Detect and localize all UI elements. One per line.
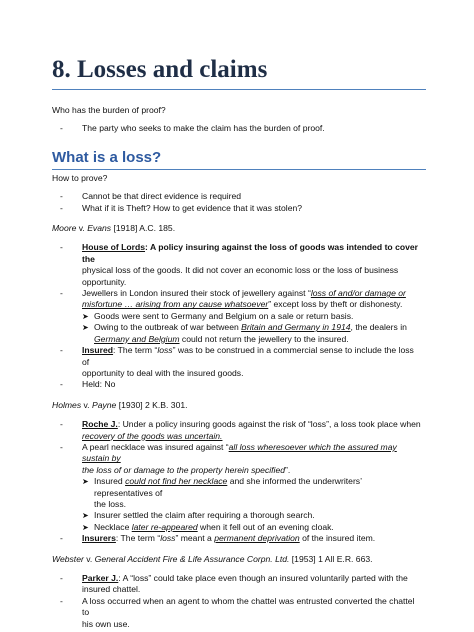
- sub-list-item: ➤ Insured could not find her necklace and she informed the underwriters’ representatives of the loss.: [82, 476, 362, 509]
- list-item: - House of Lords: A policy insuring against the loss of goods was intended to cover the physical loss of the goods. It did not cover an economic loss or the loss of business opportunity.: [60, 242, 418, 287]
- list-item: - Insurers: The term “loss” meant a permanent deprivation of the insured item.: [60, 533, 376, 544]
- list-item: - Cannot be that direct evidence is required: [60, 191, 242, 202]
- how-to-prove: How to prove?: [52, 172, 108, 183]
- case-citation: Webster v. General Accident Fire & Life Assurance Corpn. Ltd. [1953] 1 All E.R. 663.: [52, 553, 373, 564]
- list-item: - A pearl necklace was insured against “all loss wheresoever which the assured may sustain by the loss of or damage to the property herein specified”.: [60, 441, 397, 475]
- list-item: - Roche J.: Under a policy insuring goods against the risk of “loss”, a loss took place when recovery of the goods was uncertain.: [60, 419, 421, 441]
- sub-list-item: ➤ Insurer settled the claim after requiring a thorough search.: [82, 510, 315, 521]
- case-citation: Moore v. Evans [1918] A.C. 185.: [52, 223, 176, 234]
- page-title: 8. Losses and claims: [52, 56, 268, 83]
- burden-question: Who has the burden of proof?: [52, 105, 166, 115]
- title-rule: [52, 89, 426, 90]
- list-item: - A loss occurred when an agent to whom the chattel was entrusted converted the chattel to his own use.: [60, 595, 415, 629]
- sub-list-item: ➤ Necklace later re-appeared when it fell out of an evening cloak.: [82, 521, 334, 532]
- list-item: - Parker J.: A “loss” could take place even though an insured voluntarily parted with the insured chattel.: [60, 573, 408, 595]
- sub-list-item: ➤ Goods were sent to Germany and Belgium on a sale or return basis.: [82, 310, 354, 321]
- list-item: - Insured: The term “loss” was to be construed in a commercial sense to include the loss of opportunity to deal with the insured goods.: [60, 345, 414, 378]
- list-item: - Held: No: [60, 379, 116, 390]
- sub-list-item: ➤ Owing to the outbreak of war between Britain and Germany in 1914, the dealers in Germany and Belgium could not return the jewellery to the insured.: [82, 322, 407, 344]
- list-item: - The party who seeks to make the claim has the burden of proof.: [60, 123, 325, 134]
- list-item: - What if it is Theft? How to get evidence that it was stolen?: [60, 202, 303, 213]
- case-citation: Holmes v. Payne [1930] 2 K.B. 301.: [52, 399, 188, 410]
- list-item: - Jewellers in London insured their stock of jewellery against “loss of and/or damage or misfortune … arising from any cause whatsoever” except loss by theft or dishonesty.: [60, 288, 406, 310]
- section-heading: What is a loss?: [52, 149, 426, 170]
